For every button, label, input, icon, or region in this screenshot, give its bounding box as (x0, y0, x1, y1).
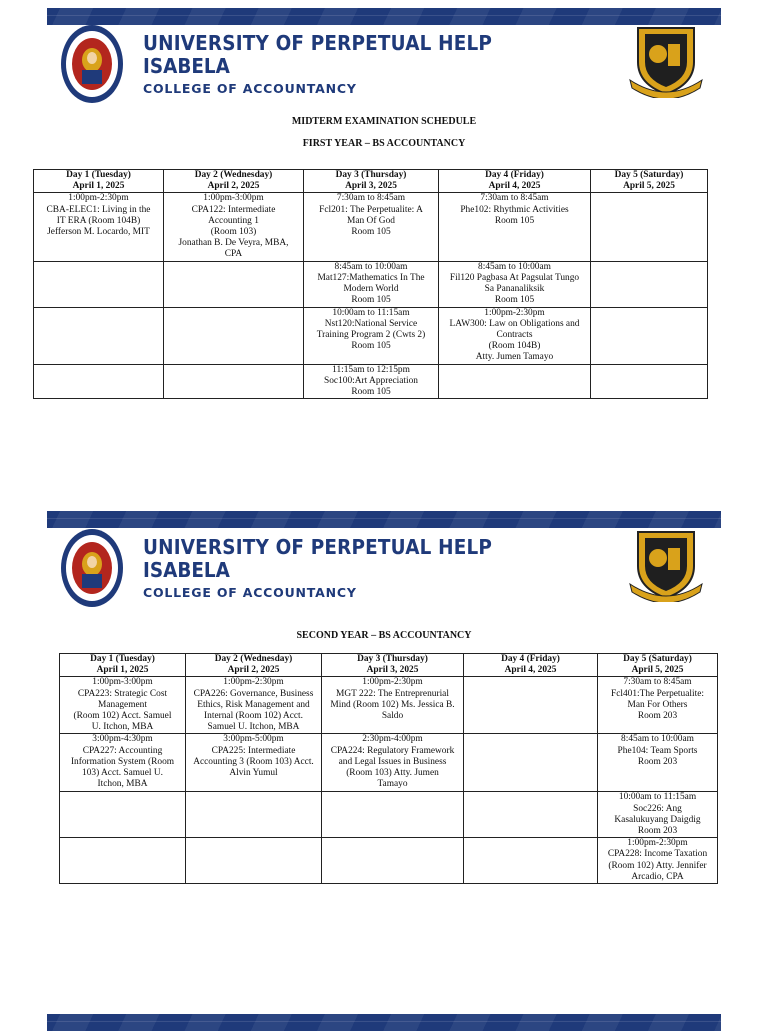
exam-slot-line: 10:00am to 11:15am (618, 792, 697, 803)
exam-slot-line: Room 105 (494, 215, 535, 226)
exam-slot-line: Room 203 (637, 826, 678, 837)
exam-slot-line: Soc100:Art Appreciation (324, 375, 418, 386)
exam-slot-line: Man For Others (627, 699, 688, 710)
exam-slot-cell (186, 734, 322, 792)
exam-slot-line: Itchon, MBA (97, 779, 148, 790)
day-header (322, 654, 464, 677)
exam-slot-cell (186, 792, 322, 838)
exam-slot-line: U. Itchon, MBA (91, 722, 154, 733)
exam-slot-line: Phe104: Team Sports (617, 745, 698, 756)
exam-slot-cell (598, 838, 718, 884)
day-date: April 2, 2025 (227, 665, 280, 676)
exam-slot-line: CPA225: Intermediate (211, 745, 296, 756)
exam-slot-cell (34, 193, 164, 261)
day-date: April 1, 2025 (72, 181, 125, 192)
exam-slot-line: Room 105 (494, 295, 535, 306)
day-date: April 1, 2025 (96, 665, 149, 676)
header-band-middle (47, 511, 721, 528)
exam-slot-cell (464, 677, 598, 734)
day-label: Day 4 (Friday) (501, 654, 560, 664)
exam-slot-line: Nst120:National Service (324, 318, 418, 329)
exam-slot-cell (60, 734, 186, 792)
exam-slot-line: CPA224: Regulatory Framework (330, 745, 455, 756)
exam-slot-line: Room 203 (637, 711, 678, 722)
day-date: April 5, 2025 (623, 181, 675, 192)
exam-slot-line: (Room 102) Atty. Jennifer (608, 860, 707, 871)
exam-slot-cell (322, 734, 464, 792)
exam-slot-line: 1:00pm-3:00pm (92, 677, 153, 688)
exam-slot-line: MGT 222: The Entreprenurial (336, 688, 449, 699)
exam-slot-line: Fcl401:The Perpetualite: (611, 688, 704, 699)
exam-slot-line: CPA227: Accounting (82, 745, 163, 756)
exam-slot-line: (Room 103) Atty. Jumen (346, 768, 439, 779)
exam-slot-line: Soc226: Ang (633, 803, 682, 814)
table-header-row (60, 654, 718, 677)
exam-slot-cell (464, 734, 598, 792)
exam-slot-line: Room 105 (351, 387, 391, 398)
university-seal-icon (60, 528, 124, 608)
exam-slot-line: 1:00pm-2:30pm (68, 193, 129, 204)
university-name: UNIVERSITY OF PERPETUAL HELP (143, 31, 493, 55)
exam-slot-cell (34, 261, 164, 307)
exam-slot-line: Sa Pananaliksik (484, 284, 545, 295)
exam-slot-line: and Legal Issues in Business (338, 756, 447, 767)
exam-slot-cell (439, 307, 591, 364)
exam-slot-cell (439, 364, 591, 399)
first-year-schedule-table (33, 169, 708, 399)
college-name: COLLEGE OF ACCOUNTANCY (143, 585, 357, 600)
day-date: April 3, 2025 (345, 181, 397, 192)
exam-slot-line: 3:00pm-4:30pm (92, 734, 153, 745)
day-date: April 2, 2025 (207, 181, 260, 192)
exam-slot-line: 103) Acct. Samuel U. (82, 768, 163, 779)
exam-slot-cell (304, 307, 439, 364)
exam-slot-line: Arcadio, CPA (631, 871, 684, 882)
exam-slot-line: Mind (Room 102) Ms. Jessica B. (330, 699, 455, 710)
exam-slot-line: CPA228: Income Taxation (607, 849, 708, 860)
exam-slot-cell (598, 677, 718, 734)
exam-slot-line: Information System (Room (70, 756, 175, 767)
exam-slot-line: 2:30pm-4:00pm (362, 734, 423, 745)
day-header (591, 170, 708, 193)
exam-slot-line: Contracts (496, 330, 533, 341)
exam-slot-cell (598, 792, 718, 838)
table-row (34, 193, 708, 261)
exam-slot-line: Atty. Jumen Tamayo (475, 352, 554, 363)
exam-slot-line: 7:30am to 8:45am (623, 677, 692, 688)
day-label: Day 4 (Friday) (485, 170, 544, 180)
second-year-schedule-table (59, 653, 718, 884)
exam-slot-cell (322, 677, 464, 734)
table-row (60, 792, 718, 838)
exam-slot-line: CPA223: Strategic Cost (77, 688, 168, 699)
exam-slot-line: Training Program 2 (Cwts 2) (316, 330, 426, 341)
exam-slot-line: Room 105 (351, 341, 391, 352)
exam-slot-line: Jefferson M. Locardo, MIT (47, 227, 150, 238)
table-row (34, 307, 708, 364)
exam-slot-cell (439, 193, 591, 261)
exam-slot-line: 1:00pm-2:30pm (362, 677, 423, 688)
exam-slot-line: Tamayo (377, 779, 408, 790)
table-row (60, 677, 718, 734)
exam-slot-line: CPA122: Intermediate (191, 204, 276, 215)
exam-slot-line: Samuel U. Itchon, MBA (207, 722, 300, 733)
exam-slot-cell (439, 261, 591, 307)
day-header (598, 654, 718, 677)
exam-slot-line: Management (98, 699, 147, 710)
exam-slot-line: 11:15am to 12:15pm (332, 364, 410, 375)
exam-slot-cell (164, 307, 304, 364)
university-campus: ISABELA (143, 558, 230, 582)
header-band-top (47, 8, 721, 25)
exam-slot-cell (60, 792, 186, 838)
day-label: Day 2 (Wednesday) (214, 654, 293, 664)
table-row (34, 261, 708, 307)
exam-slot-line: Fil120 Pagbasa At Pagsulat Tungo (449, 272, 580, 283)
exam-slot-line: Room 105 (351, 295, 391, 306)
exam-slot-line: Accounting 3 (Room 103) Acct. (193, 756, 314, 767)
exam-slot-cell (186, 838, 322, 884)
exam-slot-line: Room 105 (351, 227, 391, 238)
university-campus: ISABELA (143, 54, 230, 78)
letterhead-1 (58, 24, 738, 106)
exam-slot-cell (322, 792, 464, 838)
exam-slot-cell (304, 364, 439, 399)
exam-slot-cell (34, 307, 164, 364)
day-date: April 4, 2025 (504, 665, 557, 676)
university-name: UNIVERSITY OF PERPETUAL HELP (143, 535, 493, 559)
exam-slot-line: CPA (224, 249, 243, 260)
exam-slot-line: Modern World (343, 284, 399, 295)
exam-slot-line: (Room 104B) (488, 341, 541, 352)
second-year-heading: SECOND YEAR – BS ACCOUNTANCY (296, 630, 472, 641)
exam-slot-cell (598, 734, 718, 792)
exam-slot-cell (34, 364, 164, 399)
day-header (304, 170, 439, 193)
exam-slot-cell (591, 261, 708, 307)
exam-slot-line: Mat127:Mathematics In The (317, 272, 425, 283)
day-label: Day 1 (Tuesday) (66, 170, 131, 180)
footer-band-bottom (47, 1014, 721, 1031)
day-header (186, 654, 322, 677)
exam-slot-line: LAW300: Law on Obligations and (449, 318, 580, 329)
exam-slot-cell (164, 261, 304, 307)
exam-slot-line: Room 203 (637, 756, 678, 767)
exam-slot-cell (304, 261, 439, 307)
table-row (60, 734, 718, 792)
exam-slot-line: (Room 102) Acct. Samuel (73, 711, 172, 722)
first-year-heading: FIRST YEAR – BS ACCOUNTANCY (302, 138, 466, 149)
exam-slot-line: Internal (Room 102) Acct. (204, 711, 303, 722)
letterhead-2 (58, 528, 738, 610)
exam-slot-line: 3:00pm-5:00pm (223, 734, 284, 745)
day-label: Day 2 (Wednesday) (194, 170, 273, 180)
exam-slot-line: Fcl201: The Perpetualite: A (319, 204, 423, 215)
exam-slot-line: 10:00am to 11:15am (332, 307, 410, 318)
exam-slot-cell (60, 677, 186, 734)
day-date: April 5, 2025 (631, 665, 684, 676)
exam-slot-line: Jonathan B. De Veyra, MBA, (178, 238, 289, 249)
table-header-row (34, 170, 708, 193)
exam-slot-cell (591, 307, 708, 364)
day-header (164, 170, 304, 193)
exam-slot-cell (186, 677, 322, 734)
exam-slot-line: CBA-ELEC1: Living in the (46, 204, 151, 215)
exam-slot-line: Man Of God (347, 215, 395, 226)
day-label: Day 1 (Tuesday) (90, 654, 155, 664)
exam-slot-line: CPA226: Governance, Business (193, 688, 314, 699)
day-header (34, 170, 164, 193)
exam-slot-cell (464, 792, 598, 838)
exam-slot-cell (322, 838, 464, 884)
exam-slot-line: Alvin Yumul (229, 768, 278, 779)
exam-slot-line: IT ERA (Room 104B) (56, 215, 141, 226)
day-label: Day 3 (Thursday) (335, 170, 407, 180)
exam-slot-line: 7:30am to 8:45am (336, 193, 406, 204)
exam-slot-line: (Room 103) (210, 227, 257, 238)
day-date: April 4, 2025 (488, 181, 541, 192)
exam-schedule-title: MIDTERM EXAMINATION SCHEDULE (291, 116, 477, 127)
exam-slot-line: 7:30am to 8:45am (480, 193, 549, 204)
exam-slot-line: 8:45am to 10:00am (478, 261, 551, 272)
exam-slot-cell (591, 364, 708, 399)
exam-slot-line: 8:45am to 10:00am (621, 734, 694, 745)
exam-slot-line: 8:45am to 10:00am (334, 261, 408, 272)
exam-slot-cell (591, 193, 708, 261)
exam-slot-line: Saldo (381, 711, 404, 722)
university-seal-icon (60, 24, 124, 104)
day-header (439, 170, 591, 193)
exam-slot-cell (164, 364, 304, 399)
exam-slot-line: 1:00pm-2:30pm (223, 677, 284, 688)
day-label: Day 3 (Thursday) (357, 654, 428, 664)
exam-slot-line: Accounting 1 (208, 215, 259, 226)
table-row (60, 838, 718, 884)
table-row (34, 364, 708, 399)
day-label: Day 5 (Saturday) (614, 170, 684, 180)
day-label: Day 5 (Saturday) (623, 654, 692, 664)
exam-slot-line: 1:00pm-2:30pm (627, 838, 688, 849)
exam-slot-line: Kasalukuyang Daigdig (614, 814, 701, 825)
exam-slot-cell (304, 193, 439, 261)
day-header (60, 654, 186, 677)
exam-slot-line: Phe102: Rhythmic Activities (460, 204, 569, 215)
exam-slot-cell (164, 193, 304, 261)
college-name: COLLEGE OF ACCOUNTANCY (143, 81, 357, 96)
college-logo-icon (628, 528, 704, 602)
exam-slot-line: 1:00pm-2:30pm (484, 307, 545, 318)
exam-slot-cell (464, 838, 598, 884)
exam-slot-cell (60, 838, 186, 884)
exam-slot-line: 1:00pm-3:00pm (203, 193, 264, 204)
day-header (464, 654, 598, 677)
college-logo-icon (628, 24, 704, 98)
exam-slot-line: Ethics, Risk Management and (197, 699, 310, 710)
day-date: April 3, 2025 (366, 665, 419, 676)
